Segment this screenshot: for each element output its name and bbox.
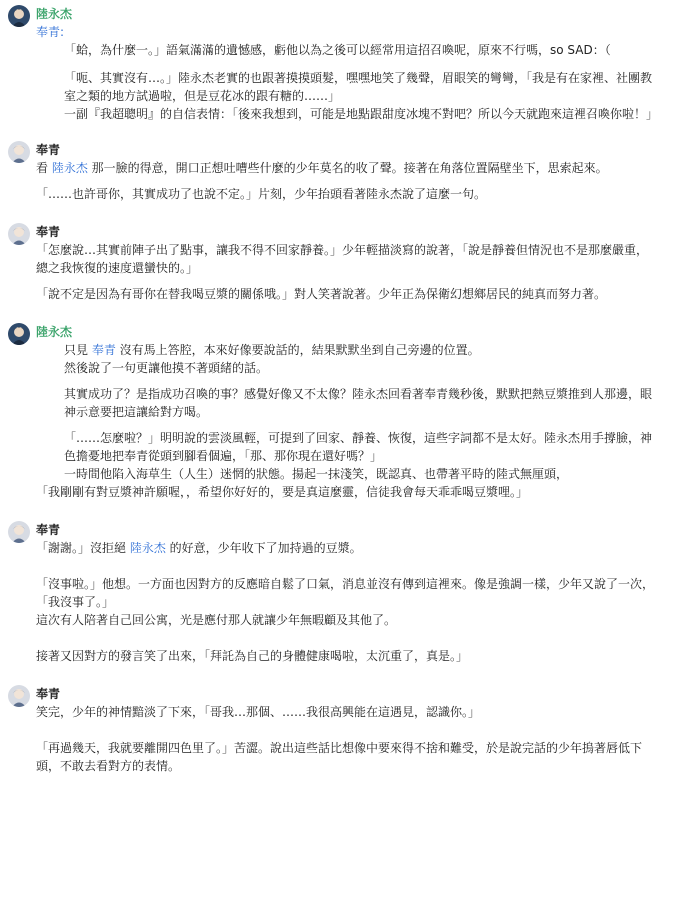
username[interactable]: 奉青: [36, 143, 61, 157]
user-mention-link[interactable]: 陸永杰: [51, 161, 88, 175]
salutation: 奉青:: [36, 25, 65, 39]
post-paragraph: 「蛤，為什麼一。」語氣滿滿的遺憾感，虧他以為之後可以經常用這招召喚呢，原來不行嗎，so SAD：（: [64, 43, 611, 57]
post-paragraph: 「呃、其實沒有…。」陸永杰老實的也跟著摸摸頭髮，嘿嘿地笑了幾聲，眉眼笑的彎彎，「我是有在家裡、社團教室之類的地方試過啦，但是豆花冰的跟有糖的……」: [64, 71, 653, 103]
avatar[interactable]: [8, 5, 30, 27]
avatar[interactable]: [8, 223, 30, 245]
username[interactable]: 奉青: [36, 523, 61, 537]
post-paragraph: 「再過幾天，我就要離開四色里了。」苦澀。說出這些話比想像中要來得不捨和難受，於是說完話的少年摀著唇低下頭，不敢去看對方的表情。: [36, 741, 643, 773]
post: [0, 5, 677, 123]
post-paragraph: 一時間他陷入海草生（人生）迷惘的狀態。揚起一抹淺笑，既認真、也帶著平時的陸式無厘頭，: [64, 467, 569, 481]
post-paragraph: 然後說了一句更讓他摸不著頭緒的話。: [64, 361, 269, 375]
post-paragraph: 「怎麼說…其實前陣子出了點事，讓我不得不回家靜養。」少年輕描淡寫的說著，「說是靜養但情況也不是那麼嚴重，總之我恢復的速度還蠻快的。」: [36, 243, 649, 275]
post: [0, 141, 677, 203]
post-paragraph: 笑完，少年的神情黯淡了下來，「哥我…那個、……我很高興能在這遇見，認識你。」: [36, 705, 481, 719]
post: [0, 685, 677, 775]
post-paragraph: 「說不定是因為有哥你在替我喝豆漿的關係哦。」對人笑著說著。少年正為保衛幻想鄉居民的純真而努力著。: [36, 287, 607, 301]
user-mention-link[interactable]: 陸永杰: [129, 541, 166, 555]
username[interactable]: 奉青: [36, 687, 61, 701]
post-paragraph: 「謝謝。」沒拒絕 陸永杰 的好意，少年收下了加持過的豆漿。: [36, 541, 362, 555]
post: [0, 223, 677, 303]
post-paragraph: 「……怎麼啦？」明明說的雲淡風輕，可提到了回家、靜養、恢復，這些字詞都不是太好。陸永杰用手撐臉，神色擔憂地把奉青從頭到腳看個遍，「那、那你現在還好嗎？」: [64, 431, 653, 463]
post-paragraph: 一副『我超聰明』的自信表情：「後來我想到，可能是地點跟甜度冰塊不對吧？所以今天就跑來這裡召喚你啦！」: [64, 107, 659, 121]
avatar[interactable]: [8, 685, 30, 707]
avatar[interactable]: [8, 521, 30, 543]
post-paragraph: 這次有人陪著自己回公寓，光是應付那人就讓少年無暇顧及其他了。: [36, 613, 397, 627]
username[interactable]: 陸永杰: [36, 7, 73, 21]
post-paragraph: 「沒事啦。」他想。一方面也因對方的反應暗自鬆了口氣，消息並沒有傳到這裡來。像是強調一樣，少年又說了一次，「我沒事了。」: [36, 577, 655, 609]
post-paragraph: 只見 奉青 沒有馬上答腔，本來好像要說話的，結果默默坐到自己旁邊的位置。: [64, 343, 480, 357]
post-paragraph: 看 陸永杰 那一臉的得意，開口正想吐嘈些什麼的少年莫名的收了聲。接著在角落位置隔壁坐下，思索起來。: [36, 161, 608, 175]
avatar[interactable]: [8, 141, 30, 163]
post: [0, 521, 677, 665]
post-paragraph: 「我剛剛有對豆漿神許願喔，，希望你好好的，要是真這麼靈，信徒我會每天乖乖喝豆漿哩。」: [36, 485, 529, 499]
username[interactable]: 奉青: [36, 225, 61, 239]
post-paragraph: 「……也許哥你，其實成功了也說不定。」片刻，少年抬頭看著陸永杰說了這麼一句。: [36, 187, 487, 201]
post-paragraph: 其實成功了？是指成功召喚的事？感覺好像又不太像？陸永杰回看著奉青幾秒後，默默把熱豆漿推到人那邊，眼神示意要把這讓給對方喝。: [64, 387, 653, 419]
avatar[interactable]: [8, 323, 30, 345]
username[interactable]: 陸永杰: [36, 325, 73, 339]
post-paragraph: 接著又因對方的發言笑了出來，「拜託為自己的身體健康喝啦，太沉重了，真是。」: [36, 649, 469, 663]
post: [0, 323, 677, 501]
user-mention-link[interactable]: 奉青: [91, 343, 116, 357]
